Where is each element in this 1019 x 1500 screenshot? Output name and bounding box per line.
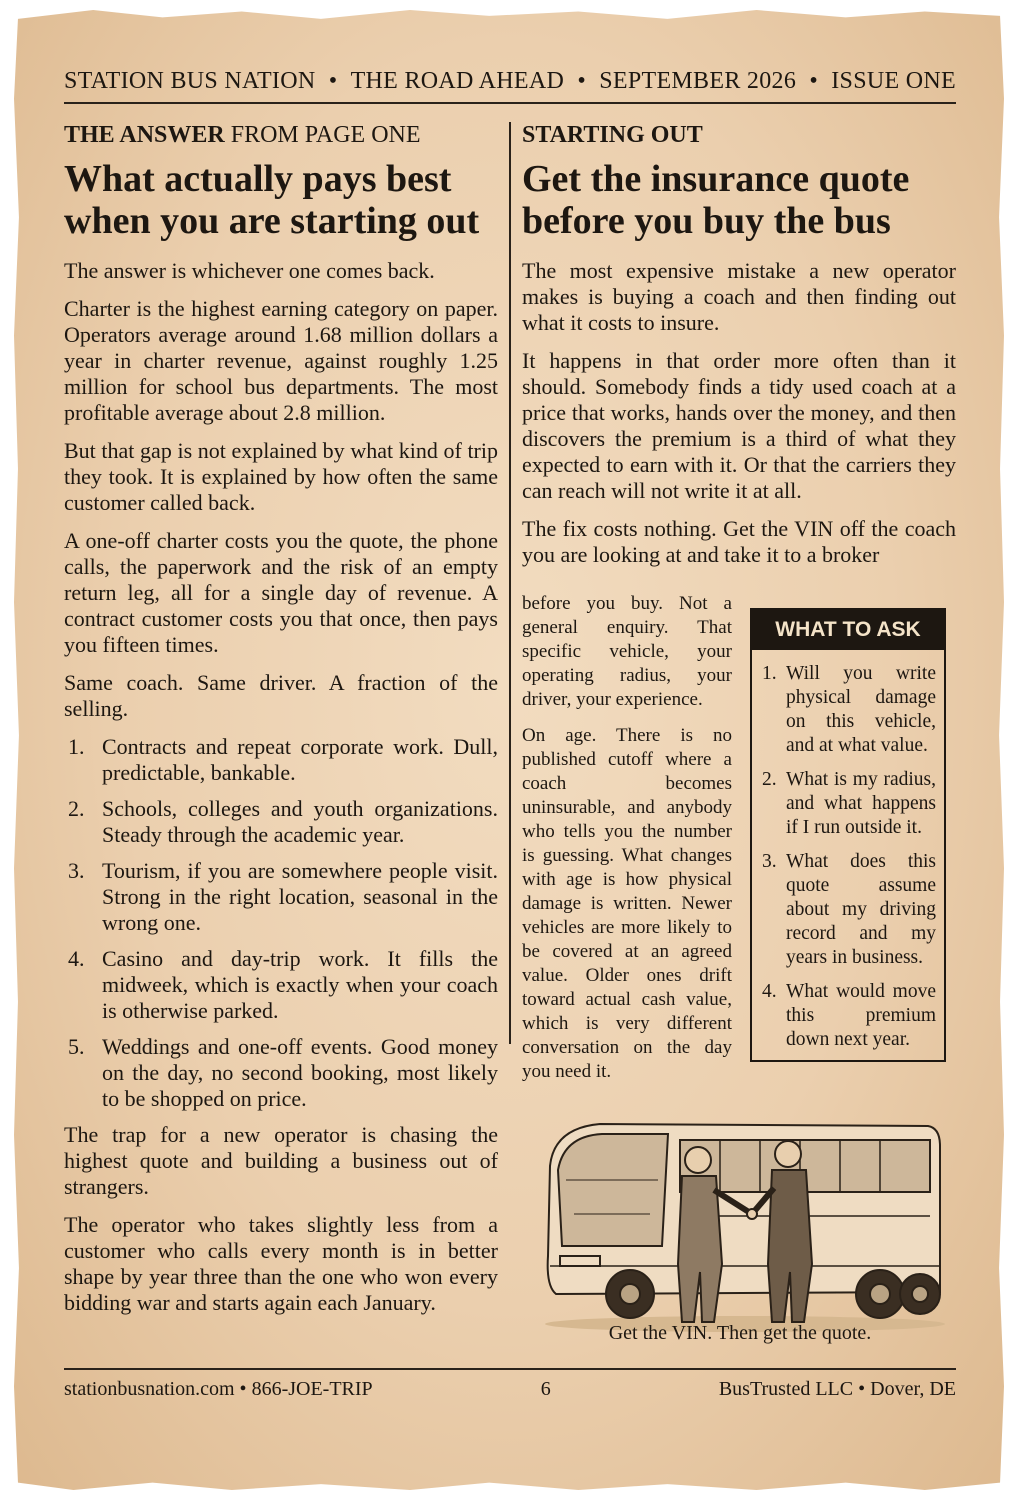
left-headline: What actually pays best when you are starting out (64, 158, 480, 242)
list-text: Casino and day-trip work. It fills the midweek, which is exactly when your coach is otherwise parked. (102, 946, 498, 1023)
paragraph: Charter is the highest earning category on paper. Operators average around 1.68 million dollars a year in charter revenue, against roughly 1.25 million for school bus departments. The most profitable average about 2.8 million. (64, 296, 498, 425)
list-text: Schools, colleges and youth organizations. Steady through the academic year. (102, 796, 498, 847)
list-item (64, 796, 498, 848)
footer-website[interactable]: stationbusnation.com (64, 1378, 235, 1400)
list-item (64, 1034, 498, 1112)
masthead-publication: STATION BUS NATION (64, 68, 316, 94)
paragraph: A one-off charter costs you the quote, the phone calls, the paperwork and the risk of an empty return leg, all for a single day of revenue. A contract customer costs you that once, then pays you fifteen times. (64, 528, 498, 657)
what-to-ask-sidebar (750, 608, 946, 1062)
question-item (762, 980, 936, 1052)
question-text: What does this quote assume about my driving record and my years in business. (786, 851, 936, 968)
question-number: 2. (762, 769, 777, 790)
footer (64, 1378, 956, 1401)
footer-phone: 866-JOE-TRIP (251, 1378, 373, 1400)
paragraph: The fix costs nothing. Get the VIN off the coach you are looking at and take it to a broker (522, 516, 956, 567)
paragraph: It happens in that order more often than it should. Somebody finds a tidy used coach at a price that works, hands over the money, and then discovers the premium is a third of what they expected to earn with it. Or that the carriers they can reach will not write it at all. (522, 348, 956, 503)
masthead-section: THE ROAD AHEAD (350, 68, 565, 94)
column-divider (509, 122, 511, 1044)
masthead-rule (64, 102, 956, 104)
left-kicker (64, 122, 498, 149)
masthead (64, 68, 956, 95)
list-number: 1. (68, 734, 85, 759)
illustration-caption: Get the VIN. Then get the quote. (608, 1322, 872, 1344)
question-item (762, 662, 936, 758)
paragraph: The trap for a new operator is chasing the highest quote and building a business out of strangers. (64, 1122, 498, 1199)
masthead-separator: • (577, 68, 587, 94)
right-article-body (522, 258, 956, 580)
masthead-issue: ISSUE ONE (831, 68, 956, 94)
list-text: Weddings and one-off events. Good money on the day, no second booking, most likely to be shopped on price. (102, 1034, 498, 1111)
question-number: 4. (762, 981, 777, 1002)
page-number: 6 (540, 1378, 551, 1400)
right-kicker: STARTING OUT (522, 122, 703, 148)
footer-contact (64, 1378, 373, 1401)
paragraph: The answer is whichever one comes back. (64, 258, 435, 283)
masthead-separator: • (328, 68, 338, 94)
left-kicker-rest: FROM PAGE ONE (230, 122, 421, 148)
list-item (64, 734, 498, 786)
list-item (64, 946, 498, 1024)
masthead-separator: • (809, 68, 819, 94)
right-headline: Get the insurance quote before you buy the bus (522, 158, 910, 242)
list-text: Tourism, if you are somewhere people visit. Strong in the right location, seasonal in the wrong one. (102, 858, 498, 935)
masthead-date: SEPTEMBER 2026 (599, 68, 797, 94)
list-number: 2. (68, 796, 85, 821)
earnings-ranking-list (64, 734, 498, 1112)
question-text: Will you write physical damage on this vehicle, and at what value. (786, 663, 936, 756)
question-number: 1. (762, 663, 777, 684)
left-kicker-bold: THE ANSWER (64, 122, 225, 148)
left-article-body (64, 258, 498, 1328)
list-number: 3. (68, 858, 85, 883)
list-text: Contracts and repeat corporate work. Dull, predictable, bankable. (102, 734, 498, 785)
paragraph: On age. There is no published cutoff where a coach becomes uninsurable, and anybody who tells you the number is guessing. What changes with age is how physical damage is written. Newer vehicles are more likely to be covered at an agreed value. Older ones drift toward actual cash value, which is very different conversation on the day you need it. (522, 725, 732, 1082)
question-text: What is my radius, and what happens if I run outside it. (786, 769, 936, 838)
list-number: 4. (68, 946, 85, 971)
question-number: 3. (762, 851, 777, 872)
footer-location: Dover, DE (870, 1378, 956, 1400)
paragraph: The operator who takes slightly less from a customer who calls every month is in better shape by year three than the one who won every bidding war and starts again each January. (64, 1212, 498, 1315)
footer-separator: • (239, 1378, 247, 1400)
sidebar-question-list (752, 650, 944, 1052)
footer-company: BusTrusted LLC (718, 1378, 854, 1400)
sidebar-title: WHAT TO ASK (752, 610, 944, 650)
question-item (762, 768, 936, 840)
paragraph: Same coach. Same driver. A fraction of the selling. (64, 670, 498, 721)
footer-separator: • (858, 1378, 866, 1400)
list-item (64, 858, 498, 936)
list-number: 5. (68, 1034, 85, 1059)
paragraph: But that gap is not explained by what kind of trip they took. It is explained by how often the same customer called back. (64, 438, 498, 515)
right-article-narrow-column (522, 592, 732, 1096)
paragraph: The most expensive mistake a new operator makes is buying a coach and then finding out what it costs to insure. (522, 258, 956, 335)
paragraph: before you buy. Not a general enquiry. That specific vehicle, your operating radius, your driver, your experience. (522, 593, 732, 710)
coach-handshake-illustration (530, 1096, 950, 1336)
question-item (762, 850, 936, 970)
footer-publisher (719, 1378, 956, 1401)
question-text: What would move this premium down next year. (786, 981, 936, 1050)
footer-rule (64, 1368, 956, 1370)
